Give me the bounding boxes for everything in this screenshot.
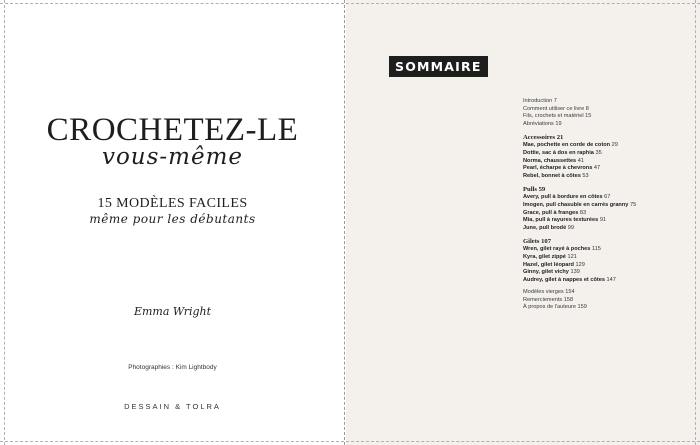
- toc-entry: Kyra, gilet zippé 121: [523, 253, 577, 260]
- toc-entry: Norma, chaussettes 41: [523, 157, 584, 164]
- left-trim-line: [4, 0, 5, 445]
- toc-intro: [523, 98, 693, 128]
- toc-line: Remerciements 158: [523, 296, 574, 303]
- publisher: DESSAIN & TOLRA: [124, 402, 221, 411]
- toc-section-title: Accessoires 21: [523, 134, 564, 142]
- toc-entry: June, pull brodé 99: [523, 224, 574, 231]
- toc-entry: Dottie, sac à dos en raphia 35: [523, 149, 602, 156]
- toc-line: Fils, crochets et matériel 15: [523, 113, 592, 120]
- toc-line: Introduction 7: [523, 98, 557, 104]
- book-title: CROCHETEZ-LE: [46, 112, 299, 148]
- right-trim-line: [695, 0, 696, 445]
- sommaire-heading: SOMMAIRE: [389, 56, 488, 77]
- toc-entry: Hazel, gilet léopard 129: [523, 261, 585, 268]
- toc-entry: Mia, pull à rayures texturées 91: [523, 217, 607, 224]
- toc-line: Modèles vierges 154: [523, 289, 575, 296]
- table-of-contents: [523, 98, 693, 312]
- toc-entry: Mae, pochette en corde de coton 29: [523, 142, 618, 149]
- photo-credit: Photographies : Kim Lightbody: [128, 364, 217, 371]
- toc-section-gilets: [523, 237, 693, 284]
- toc-section-pulls: [523, 185, 693, 232]
- book-subtitle: 15 MODÈLES FACILES: [97, 196, 248, 211]
- page-fold-line: [344, 0, 345, 445]
- toc-line: À propos de l'auteure 159: [523, 304, 587, 311]
- left-page: [0, 0, 345, 445]
- toc-line: Abréviations 19: [523, 120, 562, 127]
- book-subtitle-script: même pour les débutants: [89, 212, 256, 226]
- book-title-script: vous-même: [101, 144, 244, 170]
- toc-section-title: Gilets 107: [523, 238, 552, 246]
- toc-entry: Rebel, bonnet à côtes 53: [523, 172, 589, 179]
- toc-entry: Ginny, gilet vichy 139: [523, 269, 580, 276]
- toc-entry: Imogen, pull chasuble en carrés granny 75: [523, 201, 637, 208]
- toc-section-accessoires: [523, 133, 693, 180]
- bottom-trim-line: [0, 441, 700, 442]
- top-trim-line: [0, 3, 700, 4]
- toc-entry: Avery, pull à bordure en côtes 67: [523, 194, 611, 201]
- toc-entry: Audrey, gilet à nappes et côtes 147: [523, 276, 616, 283]
- toc-entry: Pearl, écharpe à chevrons 47: [523, 165, 601, 172]
- toc-outro: [523, 289, 693, 312]
- toc-entry: Grace, pull à franges 83: [523, 209, 587, 216]
- toc-section-title: Pulls 59: [523, 186, 546, 194]
- author-name: Emma Wright: [133, 305, 212, 318]
- toc-entry: Wren, gilet rayé à poches 115: [523, 246, 601, 253]
- toc-line: Comment utiliser ce livre 8: [523, 105, 589, 112]
